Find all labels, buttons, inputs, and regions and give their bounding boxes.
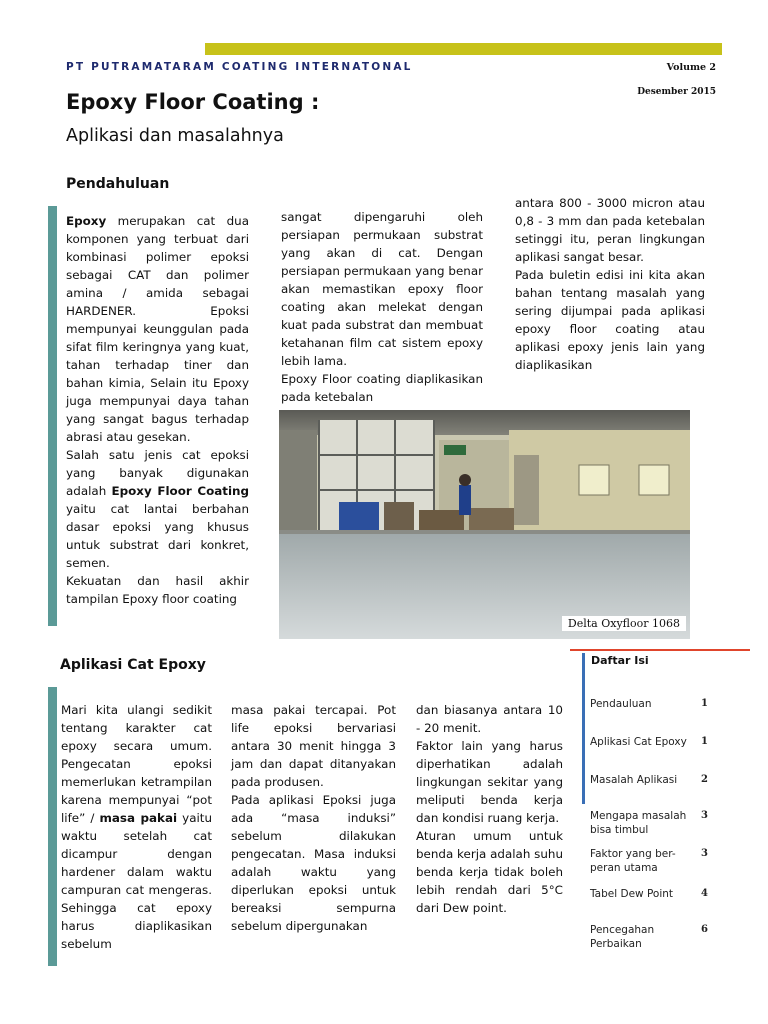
toc-item-label: Faktor yang ber-peran utama — [590, 848, 676, 874]
page-title: Epoxy Floor Coating : — [66, 90, 320, 114]
left-accent-bar-bottom — [48, 687, 57, 966]
toc-title: Daftar Isi — [591, 654, 649, 667]
issue-date: Desember 2015 — [637, 87, 716, 97]
toc-item-page: 4 — [701, 888, 708, 899]
aplikasi-column-2 — [231, 701, 396, 935]
header-accent-bar — [205, 43, 722, 55]
toc-item[interactable] — [590, 887, 708, 901]
toc-top-divider — [570, 649, 750, 651]
toc-item-page: 1 — [701, 698, 708, 709]
toc-item[interactable] — [590, 735, 708, 749]
intro-paragraph-7: Pada buletin edisi ini kita akan bahan tentang masalah yang sering dijumpai pada aplikasi epoxy floor coating atau aplikasi epoxy jenis lain yang diaplikasikan — [515, 268, 705, 372]
intro-paragraph-1: Epoxy merupakan cat dua komponen yang terbuat dari kombinasi polimer epoksi sebagai CAT dan polimer amina / amida sebagai HARDENER. Epoksi mempunyai keunggulan pada sifat film keringnya yang kuat, tahan terhadap tiner dan bahan kimia, Selain itu Epoxy juga mempunyai daya tahan yang sangat bagus terhadap abrasi atau gesekan. — [66, 214, 249, 444]
page-subtitle: Aplikasi dan masalahnya — [66, 126, 284, 146]
intro-paragraph-4: sangat dipengaruhi oleh persiapan permukaan substrat yang akan di cat. Dengan persiapan permukaan yang benar akan memastikan epoxy floor coating akan melekat dengan kuat pada substrat dan membuat ketahanan film cat sistem epoxy lebih lama. — [281, 210, 483, 368]
epoxy-floor-photo — [279, 410, 690, 639]
toc-item[interactable] — [590, 923, 708, 951]
toc-item-label: Masalah Aplikasi — [590, 774, 678, 786]
intro-column-2 — [281, 208, 483, 406]
aplikasi-paragraph-1: Mari kita ulangi sedikit tentang karakter cat epoxy secara umum. Pengecatan epoksi memerlukan ketrampilan karena mempunyai “pot life” / masa pakai yaitu waktu setelah cat dicampur dengan hardener dalam waktu campuran cat mengeras. Sehingga cat epoxy harus diaplikasikan sebelum — [61, 703, 213, 951]
left-accent-bar-top — [48, 206, 57, 626]
toc-item[interactable] — [590, 697, 708, 711]
volume-label: Volume 2 — [666, 62, 716, 73]
toc-item[interactable] — [590, 847, 708, 875]
toc-item[interactable] — [590, 809, 708, 837]
toc-item-page: 3 — [701, 848, 708, 859]
toc-item-label: Pencegahan Perbaikan — [590, 924, 655, 950]
intro-column-3 — [515, 194, 705, 374]
intro-paragraph-5: Epoxy Floor coating diaplikasikan pada ketebalan — [281, 372, 483, 404]
toc-item-label: Pendauluan — [590, 698, 652, 710]
toc-side-divider — [582, 653, 585, 804]
aplikasi-column-1 — [61, 701, 212, 953]
section-heading-aplikasi: Aplikasi Cat Epoxy — [60, 657, 206, 673]
toc-item-page: 1 — [701, 736, 708, 747]
epoxy-floor-coating-term: Epoxy Floor Coating — [111, 484, 249, 498]
aplikasi-paragraph-4: dan biasanya antara 10 - 20 menit. — [416, 703, 563, 735]
intro-paragraph-2: Salah satu jenis cat epoksi yang banyak digunakan adalah Epoxy Floor Coating yaitu cat lantai berbahan dasar epoksi yang khusus untuk substrat dari konkret, semen. — [66, 448, 249, 570]
section-heading-pendahuluan: Pendahuluan — [66, 176, 170, 192]
toc-item-label: Tabel Dew Point — [590, 888, 674, 900]
masa-pakai-term: masa pakai — [99, 811, 178, 825]
intro-paragraph-6: antara 800 - 3000 micron atau 0,8 - 3 mm dan pada ketebalan setinggi itu, peran lingkungan aplikasi sangat besar. — [515, 196, 705, 264]
toc-item-page: 2 — [701, 774, 708, 785]
aplikasi-column-3 — [416, 701, 563, 917]
aplikasi-paragraph-6: Aturan umum untuk benda kerja adalah suhu benda kerja tidak boleh lebih rendah dari 5°C dari Dew point. — [416, 829, 563, 915]
toc-item-page: 6 — [701, 924, 708, 935]
toc-item[interactable] — [590, 773, 708, 787]
toc-item-label: Mengapa masalah bisa timbul — [590, 810, 687, 836]
intro-paragraph-3: Kekuatan dan hasil akhir tampilan Epoxy floor coating — [66, 574, 249, 606]
toc-item-page: 3 — [701, 810, 708, 821]
photo-caption: Delta Oxyfloor 1068 — [562, 616, 686, 631]
company-name: PT PUTRAMATARAM COATING INTERNATONAL — [66, 61, 413, 73]
warehouse-floor-illustration — [279, 410, 690, 639]
toc-item-label: Aplikasi Cat Epoxy — [590, 736, 687, 748]
aplikasi-paragraph-2: masa pakai tercapai. Pot life epoksi bervariasi antara 30 menit hingga 3 jam dan dapat ditanyakan pada produsen. — [231, 703, 396, 789]
aplikasi-paragraph-3: Pada aplikasi Epoksi juga ada “masa induksi” sebelum dilakukan pengecatan. Masa induksi adalah waktu yang diperlukan epoksi untuk bereaksi sempurna sebelum dipergunakan — [231, 793, 396, 933]
epoxy-term: Epoxy — [66, 214, 107, 228]
aplikasi-paragraph-5: Faktor lain yang harus diperhatikan adalah lingkungan sekitar yang meliputi benda kerja dan kondisi ruang kerja. — [416, 739, 563, 825]
intro-column-1 — [66, 212, 249, 608]
